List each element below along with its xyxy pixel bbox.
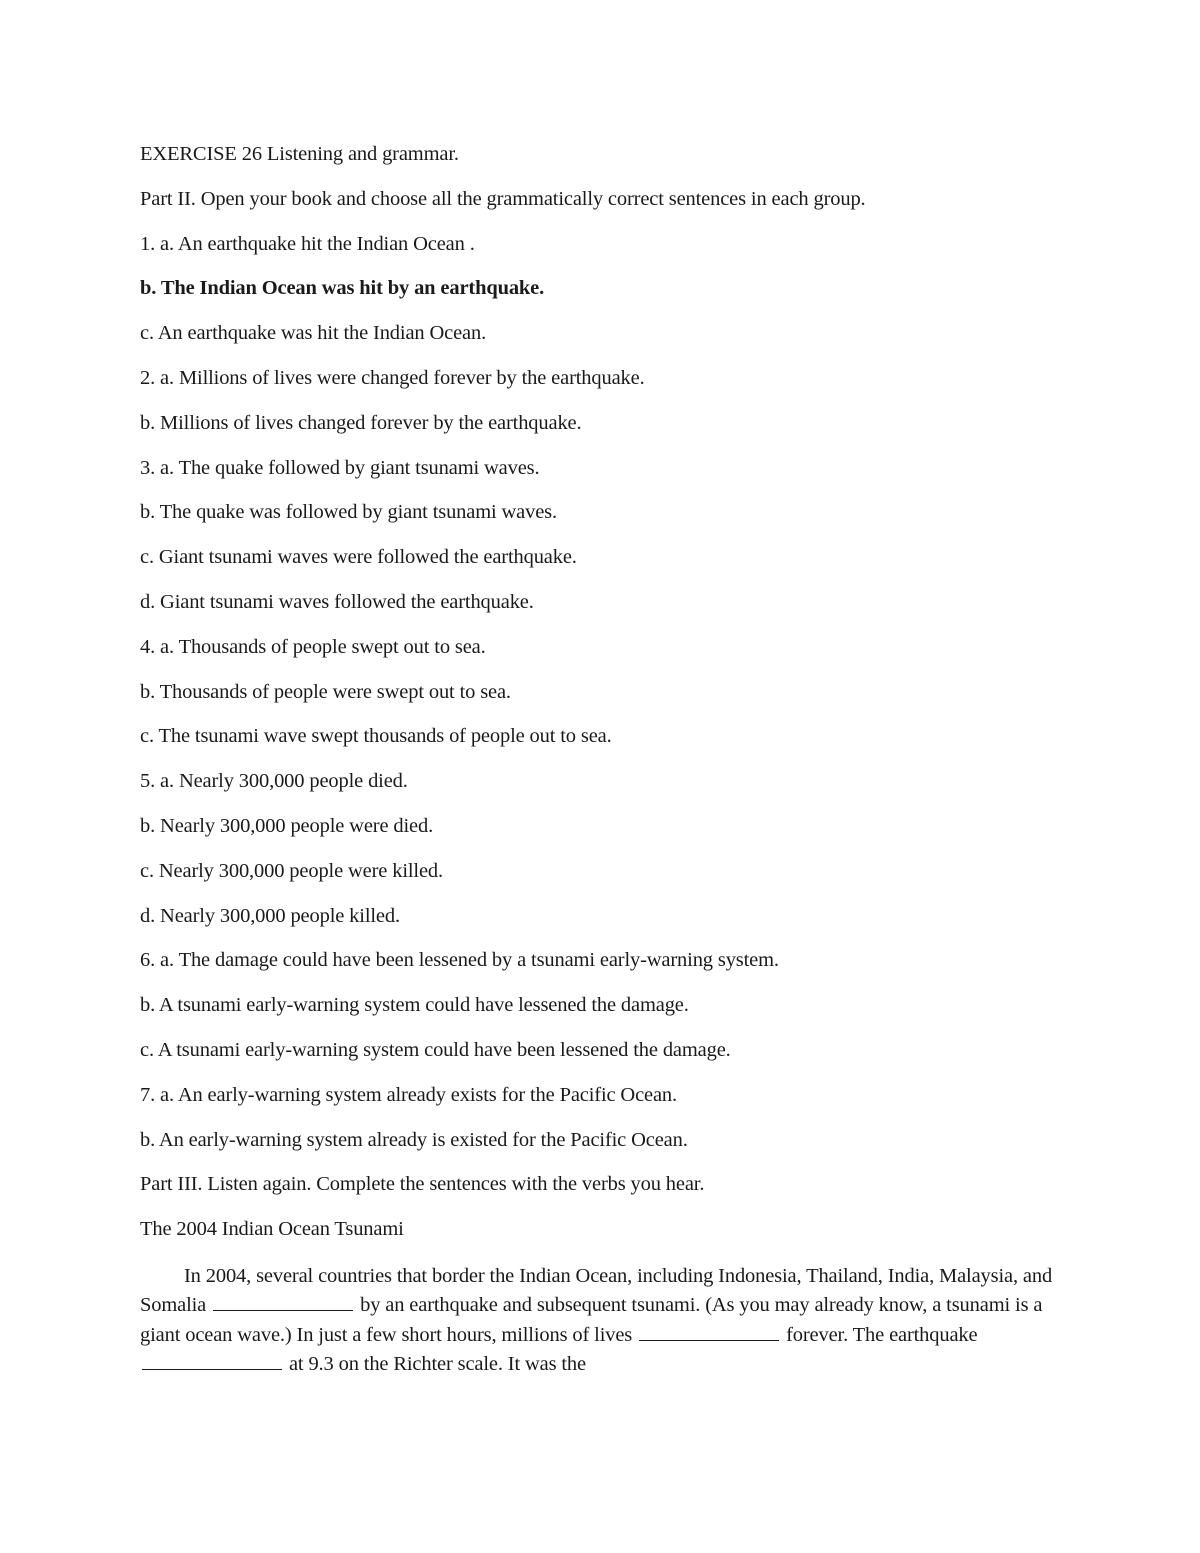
exercise-item: c. The tsunami wave swept thousands of people out to sea. <box>140 725 612 748</box>
exercise-item: b. Thousands of people were swept out to sea. <box>140 680 511 703</box>
exercise-item: b. The quake was followed by giant tsunami waves. <box>140 501 557 524</box>
exercise-item: c. Nearly 300,000 people were killed. <box>140 859 443 882</box>
answer-blank-1[interactable] <box>213 1292 353 1311</box>
passage-paragraph <box>140 1262 1060 1380</box>
part2-instruction: Part II. Open your book and choose all the grammatically correct sentences in each group. <box>140 187 866 210</box>
part3-instruction: Part III. Listen again. Complete the sentences with the verbs you hear. <box>140 1173 705 1196</box>
exercise-item: 6. a. The damage could have been lessened by a tsunami early-warning system. <box>140 949 779 972</box>
exercise-item: d. Nearly 300,000 people killed. <box>140 904 400 927</box>
exercise-item: 2. a. Millions of lives were changed forever by the earthquake. <box>140 366 645 389</box>
exercise-item: c. A tsunami early-warning system could have been lessened the damage. <box>140 1038 731 1061</box>
exercise-item: d. Giant tsunami waves followed the earthquake. <box>140 590 534 613</box>
exercise-item: b. Millions of lives changed forever by the earthquake. <box>140 411 582 434</box>
exercise-item: 4. a. Thousands of people swept out to sea. <box>140 635 486 658</box>
exercise-item: b. Nearly 300,000 people were died. <box>140 814 434 837</box>
exercise-title: EXERCISE 26 Listening and grammar. <box>140 143 459 165</box>
passage-title: The 2004 Indian Ocean Tsunami <box>140 1218 404 1241</box>
passage-text-4: at 9.3 on the Richter scale. It was the <box>288 1353 586 1376</box>
exercise-item: b. The Indian Ocean was hit by an earthquake. <box>140 277 545 300</box>
exercise-item: b. An early-warning system already is existed for the Pacific Ocean. <box>140 1128 688 1151</box>
exercise-item: 3. a. The quake followed by giant tsunami waves. <box>140 456 540 479</box>
exercise-item: 7. a. An early-warning system already exists for the Pacific Ocean. <box>140 1083 677 1106</box>
passage-text-1: In 2004, several countries that border the Indian Ocean, including Indonesia, Thailand, India, Malaysia, and Somalia <box>140 1264 1053 1317</box>
passage-text-3: forever. The earthquake <box>786 1323 978 1346</box>
passage-text-2: by an earthquake and subsequent tsunami. (As you may already know, a tsunami is a giant ocean wave.) In just a few short hours, millions of lives <box>140 1294 1043 1346</box>
answer-blank-3[interactable] <box>142 1351 282 1370</box>
exercise-item: b. A tsunami early-warning system could have lessened the damage. <box>140 994 689 1017</box>
document-content <box>140 142 1060 1380</box>
exercise-items <box>140 232 1060 1152</box>
exercise-item: c. Giant tsunami waves were followed the earthquake. <box>140 546 577 569</box>
answer-blank-2[interactable] <box>639 1322 779 1341</box>
exercise-item: 5. a. Nearly 300,000 people died. <box>140 770 408 793</box>
exercise-item: c. An earthquake was hit the Indian Ocean. <box>140 322 487 345</box>
exercise-item: 1. a. An earthquake hit the Indian Ocean . <box>140 232 475 255</box>
